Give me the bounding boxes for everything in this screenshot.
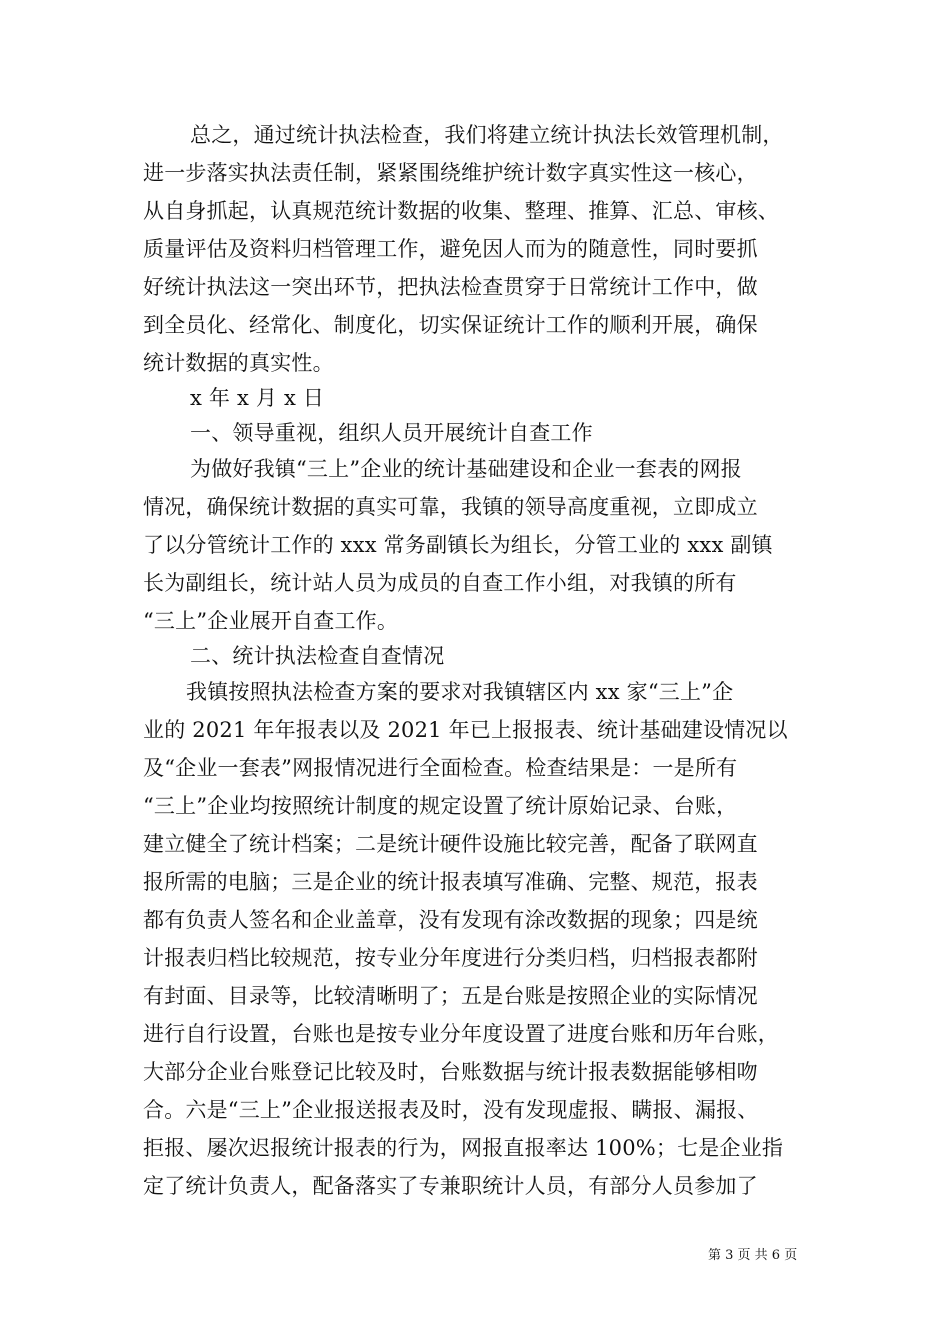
paragraph-line: “三上”企业展开自查工作。 [143,609,399,633]
paragraph-line: 统计数据的真实性。 [143,351,334,375]
section-heading: 一、领导重视，组织人员开展统计自查工作 [190,421,593,445]
paragraph-line: 合。六是“三上”企业报送报表及时，没有发现虚报、瞒报、漏报、 [143,1098,759,1122]
paragraph-line: 大部分企业台账登记比较及时，台账数据与统计报表数据能够相吻 [143,1060,758,1084]
paragraph-line: 我镇按照执法检查方案的要求对我镇辖区内 xx 家“三上”企 [186,680,734,704]
paragraph-line: 业的 2021 年年报表以及 2021 年已上报报表、统计基础建设情况以 [143,718,788,742]
paragraph-line: 质量评估及资料归档管理工作，避免因人而为的随意性，同时要抓 [143,237,758,261]
paragraph-line: 建立健全了统计档案；二是统计硬件设施比较完善，配备了联网直 [143,832,758,856]
paragraph-line: 总之，通过统计执法检查，我们将建立统计执法长效管理机制， [190,123,784,147]
paragraph-line: 定了统计负责人，配备落实了专兼职统计人员，有部分人员参加了 [143,1174,758,1198]
paragraph-line: 进一步落实执法责任制，紧紧围绕维护统计数字真实性这一核心， [143,161,758,185]
section-heading: 二、统计执法检查自查情况 [190,644,445,668]
paragraph-line: 有封面、目录等，比较清晰明了；五是台账是按照企业的实际情况 [143,984,758,1008]
paragraph-line: “三上”企业均按照统计制度的规定设置了统计原始记录、台账， [143,794,738,818]
date-line: x 年 x 月 x 日 [190,386,325,410]
paragraph-line: 长为副组长，统计站人员为成员的自查工作小组，对我镇的所有 [143,571,737,595]
paragraph-line: 从自身抓起，认真规范统计数据的收集、整理、推算、汇总、审核、 [143,199,779,223]
paragraph-line: 报所需的电脑；三是企业的统计报表填写准确、完整、规范，报表 [143,870,758,894]
paragraph-line: 好统计执法这一突出环节，把执法检查贯穿于日常统计工作中，做 [143,275,758,299]
paragraph-line: 及“企业一套表”网报情况进行全面检查。检查结果是：一是所有 [143,756,738,780]
paragraph-line: 情况，确保统计数据的真实可靠，我镇的领导高度重视，立即成立 [143,495,758,519]
paragraph-line: 了以分管统计工作的 xxx 常务副镇长为组长，分管工业的 xxx 副镇 [143,533,773,557]
paragraph-line: 进行自行设置，台账也是按专业分年度设置了进度台账和历年台账， [143,1022,779,1046]
paragraph-line: 计报表归档比较规范，按专业分年度进行分类归档，归档报表都附 [143,946,758,970]
paragraph-line: 都有负责人签名和企业盖章，没有发现有涂改数据的现象；四是统 [143,908,758,932]
paragraph-line: 拒报、屡次迟报统计报表的行为，网报直报率达 100%；七是企业指 [143,1136,784,1160]
paragraph-line: 为做好我镇“三上”企业的统计基础建设和企业一套表的网报 [190,457,742,481]
paragraph-line: 到全员化、经常化、制度化，切实保证统计工作的顺利开展，确保 [143,313,758,337]
page-number: 第 3 页 共 6 页 [708,1248,798,1263]
